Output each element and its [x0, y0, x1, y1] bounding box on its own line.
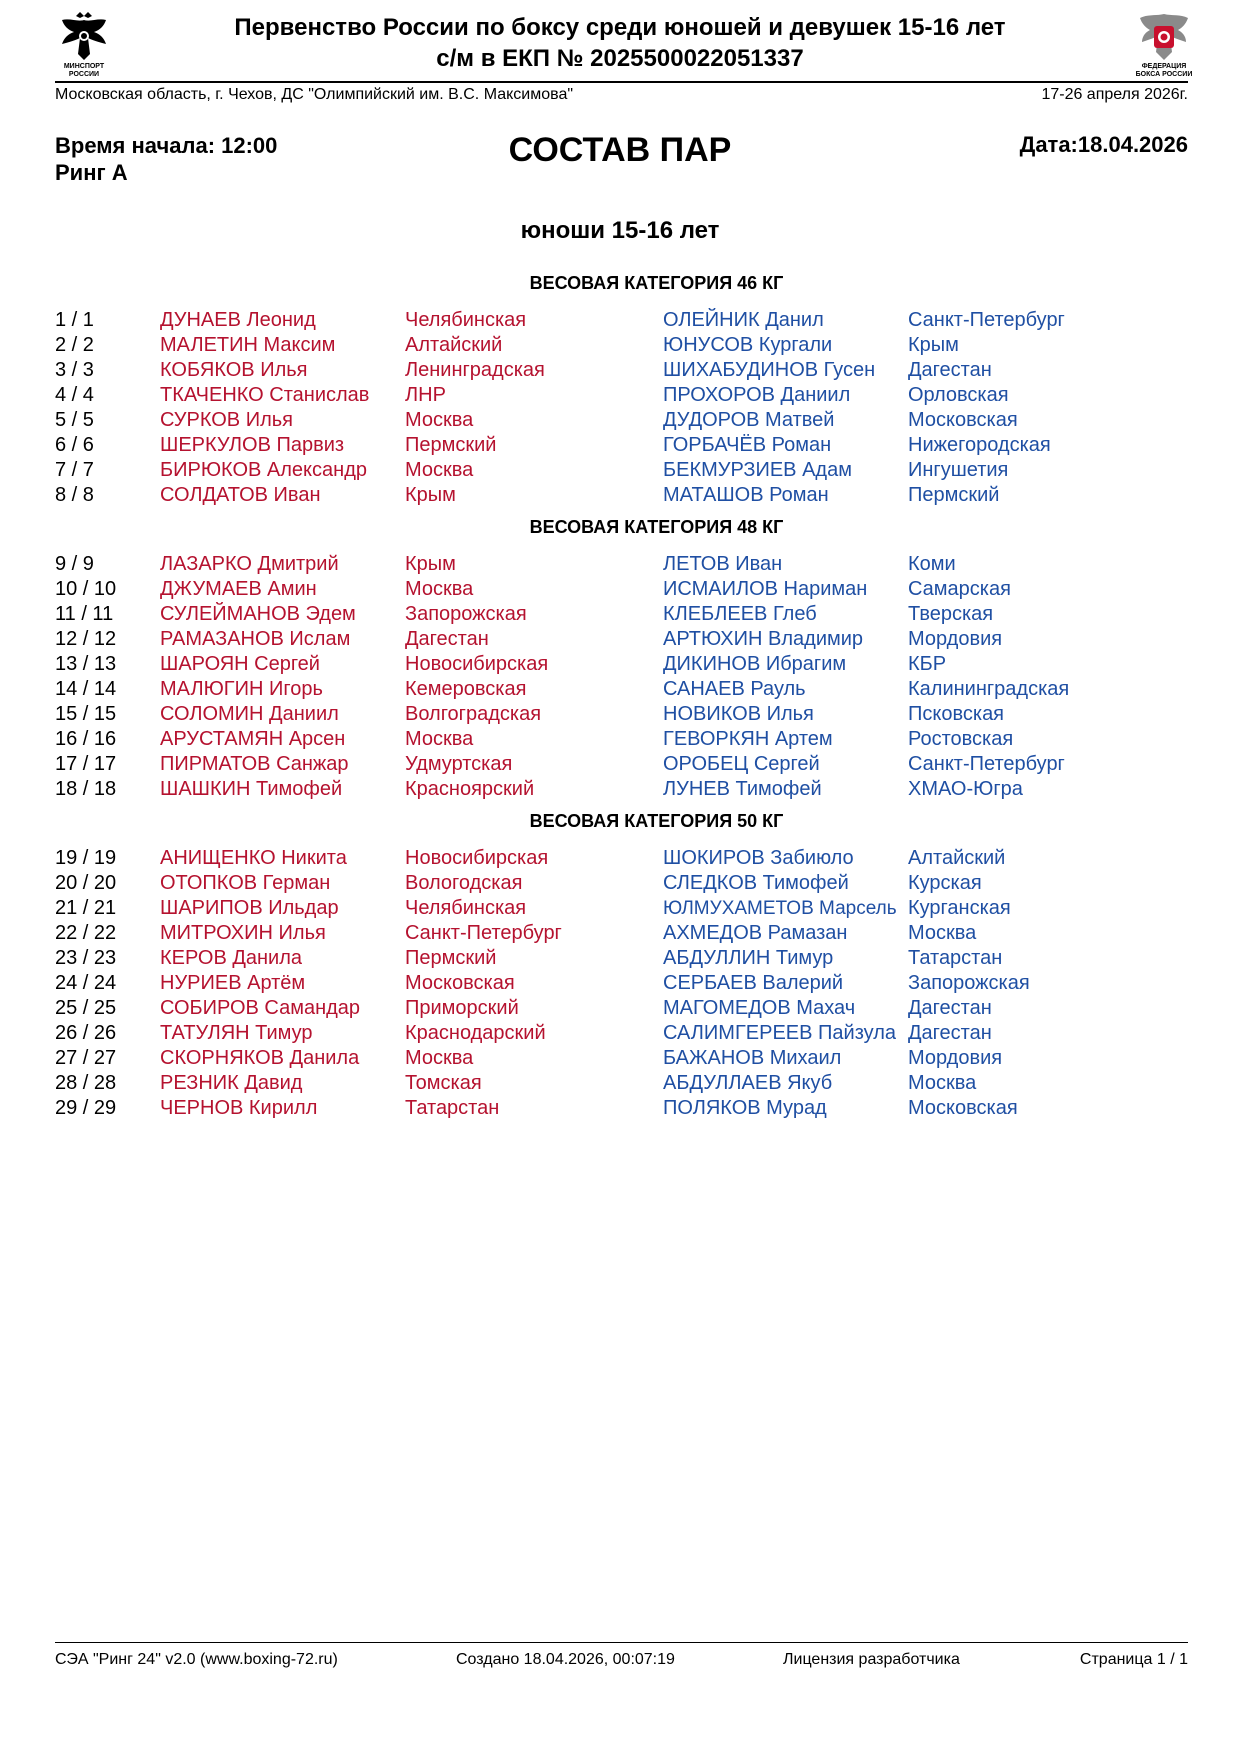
bout-number: 22 / 22 — [55, 922, 117, 944]
document-date: Дата:18.04.2026 — [1019, 132, 1188, 157]
blue-corner-team: Ростовская — [908, 728, 1014, 750]
red-corner-team: Волгоградская — [405, 703, 542, 725]
red-corner-team: Красноярский — [405, 778, 535, 800]
bout-row — [55, 1046, 1188, 1071]
red-corner-name: ШЕРКУЛОВ Парвиз — [160, 434, 345, 456]
blue-corner-name: САЛИМГЕРЕЕВ Пайзула — [663, 1022, 896, 1044]
bout-row — [55, 777, 1188, 802]
blue-corner-team: Самарская — [908, 578, 1011, 600]
red-corner-name: СУРКОВ Илья — [160, 409, 293, 431]
blue-corner-team: Мордовия — [908, 1047, 1003, 1069]
minsport-caption-line2: РОССИИ — [68, 71, 100, 78]
bout-number: 27 / 27 — [55, 1047, 117, 1069]
bout-number: 6 / 6 — [55, 434, 94, 456]
bout-row — [55, 552, 1188, 577]
blue-corner-name: ДИКИНОВ Ибрагим — [663, 653, 847, 675]
bout-number: 12 / 12 — [55, 628, 117, 650]
red-corner-team: Челябинская — [405, 309, 527, 331]
red-corner-team: Приморский — [405, 997, 519, 1019]
boxing-federation-icon — [1128, 10, 1200, 62]
blue-corner-team: Псковская — [908, 703, 1005, 725]
start-time: Время начала: 12:00 — [55, 133, 278, 158]
bout-row — [55, 702, 1188, 727]
red-corner-team: Москва — [405, 459, 474, 481]
bout-number: 2 / 2 — [55, 334, 94, 356]
red-corner-name: МИТРОХИН Илья — [160, 922, 326, 944]
bout-row — [55, 627, 1188, 652]
bout-row — [55, 996, 1188, 1021]
blue-corner-team: Нижегородская — [908, 434, 1051, 456]
red-corner-team: Москва — [405, 409, 474, 431]
red-corner-team: Алтайский — [405, 334, 503, 356]
blue-corner-name: ГОРБАЧЁВ Роман — [663, 434, 832, 456]
red-corner-name: СОБИРОВ Самандар — [160, 997, 361, 1019]
blue-corner-team: Татарстан — [908, 947, 1003, 969]
blue-corner-team: Алтайский — [908, 847, 1006, 869]
bout-number: 24 / 24 — [55, 972, 117, 994]
blue-corner-team: Крым — [908, 334, 959, 356]
double-headed-eagle-icon — [48, 10, 120, 62]
bout-row — [55, 727, 1188, 752]
bout-number: 13 / 13 — [55, 653, 117, 675]
footer-divider — [55, 1642, 1188, 1643]
blue-corner-name: ЛУНЕВ Тимофей — [663, 778, 822, 800]
blue-corner-team: Тверская — [908, 603, 994, 625]
blue-corner-name: САНАЕВ Рауль — [663, 678, 806, 700]
bout-row — [55, 577, 1188, 602]
red-corner-name: ТАТУЛЯН Тимур — [160, 1022, 313, 1044]
red-corner-name: ДЖУМАЕВ Амин — [160, 578, 317, 600]
red-corner-team: Пермский — [405, 947, 497, 969]
blue-corner-name: ИСМАИЛОВ Нариман — [663, 578, 868, 600]
red-corner-name: АРУСТАМЯН Арсен — [160, 728, 346, 750]
bout-row — [55, 358, 1188, 383]
bout-row — [55, 483, 1188, 508]
weight-category-bouts — [55, 542, 1188, 806]
blue-corner-team: Орловская — [908, 384, 1009, 406]
red-corner-name: МАЛЕТИН Максим — [160, 334, 336, 356]
bout-row — [55, 846, 1188, 871]
blue-corner-team: Дагестан — [908, 997, 992, 1019]
bout-row — [55, 383, 1188, 408]
blue-corner-team: Ингушетия — [908, 459, 1009, 481]
red-corner-name: НУРИЕВ Артём — [160, 972, 306, 994]
blue-corner-name: АБДУЛЛАЕВ Якуб — [663, 1072, 833, 1094]
header-divider — [55, 81, 1188, 83]
bout-number: 23 / 23 — [55, 947, 117, 969]
red-corner-name: КЕРОВ Данила — [160, 947, 303, 969]
bout-number: 29 / 29 — [55, 1097, 117, 1119]
weight-category-title: ВЕСОВАЯ КАТЕГОРИЯ 48 КГ — [529, 517, 784, 537]
bout-number: 7 / 7 — [55, 459, 94, 481]
red-corner-name: БИРЮКОВ Александр — [160, 459, 367, 481]
red-corner-team: Крым — [405, 484, 456, 506]
red-corner-team: Дагестан — [405, 628, 489, 650]
blue-corner-team: Мордовия — [908, 628, 1003, 650]
blue-corner-team: Калининградская — [908, 678, 1070, 700]
weight-category-bouts — [55, 836, 1188, 1125]
footer-license: Лицензия разработчика — [783, 1651, 960, 1668]
bout-row — [55, 971, 1188, 996]
blue-corner-name: МАТАШОВ Роман — [663, 484, 829, 506]
red-corner-team: Томская — [405, 1072, 482, 1094]
bout-number: 8 / 8 — [55, 484, 94, 506]
weight-category-title: ВЕСОВАЯ КАТЕГОРИЯ 46 КГ — [529, 273, 784, 293]
bout-number: 3 / 3 — [55, 359, 94, 381]
bout-row — [55, 433, 1188, 458]
bout-row — [55, 652, 1188, 677]
red-corner-name: ОТОПКОВ Герман — [160, 872, 331, 894]
red-corner-name: ЛАЗАРКО Дмитрий — [160, 553, 339, 575]
blue-corner-name: БЕКМУРЗИЕВ Адам — [663, 459, 852, 481]
red-corner-team: Краснодарский — [405, 1022, 546, 1044]
title-line1: Первенство России по боксу среди юношей и девушек 15-16 лет — [234, 14, 1006, 41]
federation-caption-line1: ФЕДЕРАЦИЯ — [1141, 63, 1187, 70]
blue-corner-name: ШИХАБУДИНОВ Гусен — [663, 359, 876, 381]
event-dates: 17-26 апреля 2026г. — [1041, 86, 1188, 103]
red-corner-team: Москва — [405, 1047, 474, 1069]
blue-corner-name: ЮНУСОВ Кургали — [663, 334, 833, 356]
bout-number: 25 / 25 — [55, 997, 117, 1019]
blue-corner-name: ЮЛМУХАМЕТОВ Марсель — [663, 898, 897, 919]
red-corner-name: РАМАЗАНОВ Ислам — [160, 628, 351, 650]
red-corner-team: Челябинская — [405, 897, 527, 919]
bout-row — [55, 921, 1188, 946]
blue-corner-team: Санкт-Петербург — [908, 753, 1065, 775]
blue-corner-name: НОВИКОВ Илья — [663, 703, 814, 725]
blue-corner-name: ЛЕТОВ Иван — [663, 553, 783, 575]
bout-number: 1 / 1 — [55, 309, 94, 331]
bout-row — [55, 602, 1188, 627]
bout-row — [55, 946, 1188, 971]
title-line2: с/м в ЕКП № 2025500022051337 — [436, 45, 804, 72]
bout-number: 21 / 21 — [55, 897, 117, 919]
bout-row — [55, 308, 1188, 333]
blue-corner-name: ПРОХОРОВ Даниил — [663, 384, 851, 406]
bout-number: 20 / 20 — [55, 872, 117, 894]
bout-number: 28 / 28 — [55, 1072, 117, 1094]
minsport-caption-line1: МИНСПОРТ — [63, 63, 105, 70]
red-corner-team: Удмуртская — [405, 753, 513, 775]
red-corner-name: ТКАЧЕНКО Станислав — [160, 384, 370, 406]
bout-row — [55, 1071, 1188, 1096]
bout-number: 18 / 18 — [55, 778, 117, 800]
footer-page: Страница 1 / 1 — [1079, 1651, 1188, 1668]
blue-corner-name: СЛЕДКОВ Тимофей — [663, 872, 849, 894]
red-corner-team: Московская — [405, 972, 515, 994]
bout-row — [55, 333, 1188, 358]
bout-number: 4 / 4 — [55, 384, 94, 406]
blue-corner-name: БАЖАНОВ Михаил — [663, 1047, 842, 1069]
blue-corner-name: ОЛЕЙНИК Данил — [663, 309, 824, 331]
bout-row — [55, 752, 1188, 777]
blue-corner-name: СЕРБАЕВ Валерий — [663, 972, 844, 994]
blue-corner-name: ШОКИРОВ Забиюло — [663, 847, 854, 869]
red-corner-team: Вологодская — [405, 872, 523, 894]
bout-number: 26 / 26 — [55, 1022, 117, 1044]
blue-corner-team: Курская — [908, 872, 982, 894]
blue-corner-team: Москва — [908, 922, 977, 944]
blue-corner-name: ДУДОРОВ Матвей — [663, 409, 835, 431]
red-corner-name: СОЛДАТОВ Иван — [160, 484, 321, 506]
age-group-title: юноши 15-16 лет — [520, 217, 720, 244]
red-corner-team: Кемеровская — [405, 678, 527, 700]
red-corner-name: АНИЩЕНКО Никита — [160, 847, 347, 869]
blue-corner-team: Запорожская — [908, 972, 1030, 994]
bout-number: 15 / 15 — [55, 703, 117, 725]
red-corner-name: ШАШКИН Тимофей — [160, 778, 343, 800]
blue-corner-name: АБДУЛЛИН Тимур — [663, 947, 834, 969]
red-corner-team: Санкт-Петербург — [405, 922, 562, 944]
red-corner-name: СКОРНЯКОВ Данила — [160, 1047, 360, 1069]
red-corner-name: КОБЯКОВ Илья — [160, 359, 308, 381]
blue-corner-name: МАГОМЕДОВ Махач — [663, 997, 856, 1019]
red-corner-name: ЧЕРНОВ Кирилл — [160, 1097, 318, 1119]
bout-row — [55, 896, 1188, 921]
bout-number: 11 / 11 — [55, 603, 114, 625]
red-corner-name: ШАРОЯН Сергей — [160, 653, 320, 675]
blue-corner-name: ПОЛЯКОВ Мурад — [663, 1097, 827, 1119]
blue-corner-team: Санкт-Петербург — [908, 309, 1065, 331]
blue-corner-team: Пермский — [908, 484, 1000, 506]
weight-category-title: ВЕСОВАЯ КАТЕГОРИЯ 50 КГ — [529, 811, 784, 831]
blue-corner-name: ГЕВОРКЯН Артем — [663, 728, 833, 750]
red-corner-team: Москва — [405, 728, 474, 750]
ring-label: Ринг А — [55, 160, 128, 185]
blue-corner-name: АРТЮХИН Владимир — [663, 628, 864, 650]
bout-number: 9 / 9 — [55, 553, 94, 575]
red-corner-name: ШАРИПОВ Ильдар — [160, 897, 339, 919]
red-corner-name: МАЛЮГИН Игорь — [160, 678, 323, 700]
blue-corner-team: Московская — [908, 1097, 1018, 1119]
red-corner-name: ДУНАЕВ Леонид — [160, 309, 316, 331]
red-corner-team: Крым — [405, 553, 456, 575]
blue-corner-team: ХМАО-Югра — [908, 778, 1023, 800]
red-corner-team: Запорожская — [405, 603, 527, 625]
red-corner-team: Татарстан — [405, 1097, 500, 1119]
bout-row — [55, 1021, 1188, 1046]
bout-row — [55, 871, 1188, 896]
bout-number: 14 / 14 — [55, 678, 117, 700]
weight-category-bouts — [55, 298, 1188, 512]
blue-corner-name: АХМЕДОВ Рамазан — [663, 922, 848, 944]
red-corner-team: Новосибирская — [405, 847, 549, 869]
bout-number: 19 / 19 — [55, 847, 117, 869]
blue-corner-team: Дагестан — [908, 1022, 992, 1044]
blue-corner-team: Курганская — [908, 897, 1011, 919]
federation-logo — [1128, 10, 1200, 82]
red-corner-name: ПИРМАТОВ Санжар — [160, 753, 349, 775]
document-title: СОСТАВ ПАР — [508, 131, 732, 169]
bout-row — [55, 458, 1188, 483]
blue-corner-team: Москва — [908, 1072, 977, 1094]
red-corner-team: Москва — [405, 578, 474, 600]
bout-number: 16 / 16 — [55, 728, 117, 750]
bout-number: 5 / 5 — [55, 409, 94, 431]
footer-software: СЭА "Ринг 24" v2.0 (www.boxing-72.ru) — [55, 1651, 338, 1668]
red-corner-team: Ленинградская — [405, 359, 545, 381]
bout-number: 17 / 17 — [55, 753, 117, 775]
red-corner-team: Пермский — [405, 434, 497, 456]
bout-row — [55, 677, 1188, 702]
blue-corner-team: КБР — [908, 653, 947, 675]
pairings-list — [55, 268, 1188, 1125]
blue-corner-name: ОРОБЕЦ Сергей — [663, 753, 820, 775]
venue-location: Московская область, г. Чехов, ДС "Олимпийский им. В.С. Максимова" — [55, 86, 574, 103]
red-corner-name: РЕЗНИК Давид — [160, 1072, 303, 1094]
red-corner-name: СОЛОМИН Даниил — [160, 703, 339, 725]
red-corner-team: Новосибирская — [405, 653, 549, 675]
red-corner-name: СУЛЕЙМАНОВ Эдем — [160, 603, 356, 625]
bout-row — [55, 408, 1188, 433]
red-corner-team: ЛНР — [405, 384, 446, 406]
competition-title — [150, 12, 1090, 74]
blue-corner-team: Коми — [908, 553, 956, 575]
blue-corner-team: Московская — [908, 409, 1018, 431]
footer-created: Создано 18.04.2026, 00:07:19 — [456, 1651, 675, 1668]
minsport-logo — [48, 10, 120, 82]
blue-corner-name: КЛЕБЛЕЕВ Глеб — [663, 603, 817, 625]
federation-caption-line2: БОКСА РОССИИ — [1135, 71, 1193, 78]
bout-number: 10 / 10 — [55, 578, 117, 600]
blue-corner-team: Дагестан — [908, 359, 992, 381]
bout-row — [55, 1096, 1188, 1121]
